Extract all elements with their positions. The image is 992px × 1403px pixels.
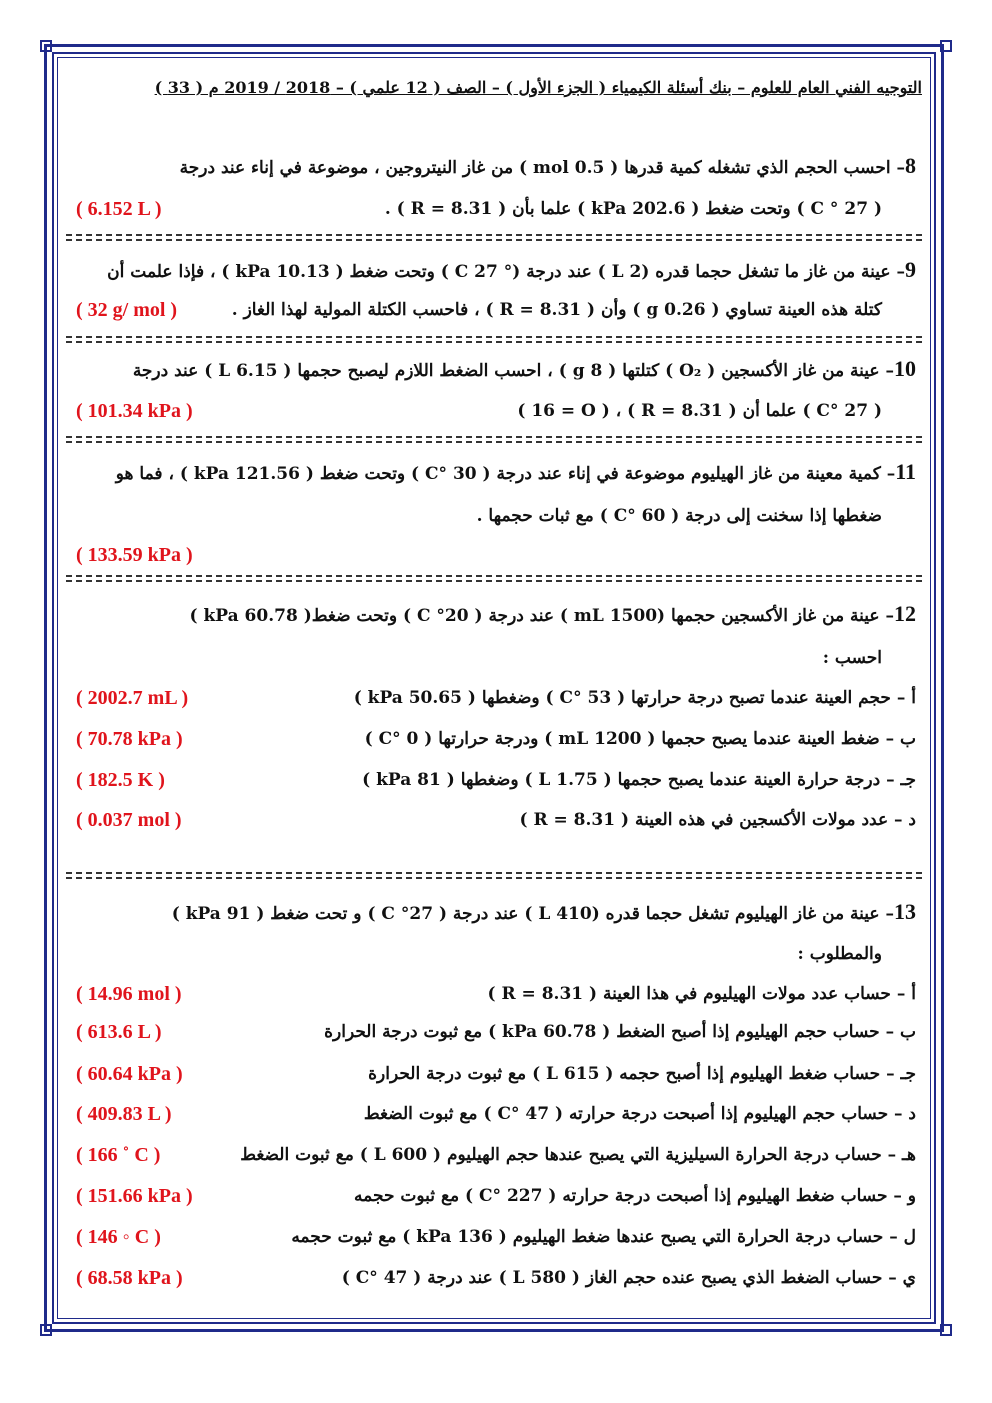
question-number: 8 <box>905 153 916 178</box>
q9-text2: كتلة هذه العينة تساوي ( 0.26 g ) وأن ( R = 8.31 ) ، فاحسب الكتلة المولية لهذا الغاز . <box>231 300 882 320</box>
corner-ornament <box>40 40 52 52</box>
separator <box>66 436 922 438</box>
q12-item-answer: ( 0.037 mol ) <box>76 809 182 831</box>
q13-text: – عينة من غاز الهيليوم تشغل حجما قدره (410 L ) عند درجة ( 27° C ) و تحت ضغط ( 91 kPa ) <box>171 904 894 924</box>
q12-item-answer: ( 182.5 K ) <box>76 769 165 791</box>
q10-answer: ( 101.34 kPa ) <box>76 400 193 422</box>
q13-item <box>72 1102 916 1128</box>
q11-line2 <box>72 504 916 530</box>
q13-item <box>72 1266 916 1292</box>
q13-line2 <box>72 942 916 968</box>
q13-item-text: أ – حساب عدد مولات الهيليوم في هذا العينة ( R = 8.31 ) <box>487 984 916 1004</box>
separator <box>66 575 922 577</box>
q13-text2: والمطلوب : <box>797 944 882 964</box>
q10-text: – عينة من غاز الأكسجين ( O₂ ) كتلتها ( 8 g ) ، احسب الضغط اللازم ليصبح حجمها ( 6.15 L ) عند درجة <box>132 361 894 381</box>
question-number: 10 <box>894 356 916 381</box>
q13-item-text: هـ – حساب درجة الحرارة السيليزية التي يصبح عندها حجم الهيليوم ( 600 L ) مع ثبوت الضغط <box>240 1145 916 1165</box>
corner-ornament <box>940 1324 952 1336</box>
q12-item <box>72 686 916 712</box>
q11-answer-line <box>72 543 916 569</box>
q12-item <box>72 768 916 794</box>
q13-item-text: د – حساب حجم الهيليوم إذا أصبحت درجة حرارته ( 47 °C ) مع ثبوت الضغط <box>363 1104 916 1124</box>
q13-item-answer: ( 146 ◦ C ) <box>76 1226 161 1248</box>
q13-item-answer: ( 14.96 mol ) <box>76 983 182 1005</box>
q13-item <box>72 982 916 1008</box>
q13-item-text: ي – حساب الضغط الذي يصبح عنده حجم الغاز ( 580 L ) عند درجة ( 47 °C ) <box>341 1268 916 1288</box>
question-number: 13 <box>894 899 916 924</box>
q13-item-answer: ( 166 ˚ C ) <box>76 1144 161 1166</box>
q13-item-text: ل – حساب درجة الحرارة التي يصبح عندها ضغط الهيليوم ( 136 kPa ) مع ثبوت حجمه <box>291 1227 916 1247</box>
q9-line1 <box>72 258 916 284</box>
q13-item-answer: ( 60.64 kPa ) <box>76 1063 183 1085</box>
separator <box>66 234 922 236</box>
separator <box>66 872 922 874</box>
q10-line2 <box>72 399 916 425</box>
q12-text2: احسب : <box>822 648 882 668</box>
page-header: التوجيه الفني العام للعلوم – بنك أسئلة الكيمياء ( الجزء الأول ) – الصف ( 12 علمي ) – 2018 / 2019 م ( 33 ) <box>154 78 922 97</box>
q13-item-text: و – حساب ضغط الهيليوم إذا أصبحت درجة حرارته ( 227 °C ) مع ثبوت حجمه <box>354 1186 916 1206</box>
q13-item <box>72 1062 916 1088</box>
q13-item <box>72 1184 916 1210</box>
q13-item <box>72 1225 916 1251</box>
q11-text: – كمية معينة من غاز الهيليوم موضوعة في إناء عند درجة ( 30 °C ) وتحت ضغط ( 121.56 kPa ) ، فما هو <box>115 464 896 484</box>
q11-answer: ( 133.59 kPa ) <box>76 544 193 566</box>
q9-answer: ( 32 g/ mol ) <box>76 299 178 321</box>
q8-text: – احسب الحجم الذي تشغله كمية قدرها ( 0.5 mol ) من غاز النيتروجين ، موضوعة في إناء عند درجة <box>179 158 905 178</box>
q12-item-answer: ( 70.78 kPa ) <box>76 728 183 750</box>
q10-line1 <box>72 357 916 383</box>
q12-item <box>72 727 916 753</box>
q12-item-text: د – عدد مولات الأكسجين في هذه العينة ( R = 8.31 ) <box>519 810 916 830</box>
q8-text2: ( 27 ° C ) وتحت ضغط ( 202.6 kPa ) علما بأن ( R = 8.31 ) . <box>384 199 882 219</box>
q12-line2 <box>72 646 916 672</box>
q12-line1 <box>72 602 916 628</box>
corner-ornament <box>940 40 952 52</box>
q13-item-answer: ( 68.58 kPa ) <box>76 1267 183 1289</box>
q13-item-answer: ( 409.83 L ) <box>76 1103 172 1125</box>
q12-item-text: جـ – درجة حرارة العينة عندما يصبح حجمها ( 1.75 L ) وضغطها ( 81 kPa ) <box>362 770 916 790</box>
q12-text: – عينة من غاز الأكسجين حجمها (1500 mL ) عند درجة ( 20° C ) وتحت ضغط( 60.78 kPa ) <box>189 606 894 626</box>
q13-item-text: جـ – حساب ضغط الهيليوم إذا أصبح حجمه ( 615 L ) مع ثبوت درجة الحرارة <box>368 1064 916 1084</box>
q9-line2 <box>72 298 916 324</box>
q13-item <box>72 1020 916 1046</box>
q12-item <box>72 808 916 834</box>
page-content <box>62 62 926 1312</box>
q12-item-text: أ – حجم العينة عندما تصبح درجة حرارتها ( 53 °C ) وضغطها ( 50.65 kPa ) <box>353 688 916 708</box>
q9-text: – عينة من غاز ما تشغل حجما قدره (2 L ) عند درجة (° 27 C ) وتحت ضغط ( 10.13 kPa ) ، فإذا علمت أن <box>107 262 905 282</box>
q10-text2: ( 27 °C ) علما أن ( R = 8.31 ) ، ( 16 = O ) <box>517 401 882 421</box>
question-number: 9 <box>905 257 916 282</box>
corner-ornament <box>40 1324 52 1336</box>
q8-line1 <box>72 154 916 180</box>
q13-item <box>72 1143 916 1169</box>
q13-item-answer: ( 151.66 kPa ) <box>76 1185 193 1207</box>
question-number: 12 <box>894 601 916 626</box>
q12-item-answer: ( 2002.7 mL ) <box>76 687 189 709</box>
q8-answer: ( 6.152 L ) <box>76 198 162 220</box>
q13-item-text: ب – حساب حجم الهيليوم إذا أصبح الضغط ( 60.78 kPa ) مع ثبوت درجة الحرارة <box>324 1022 916 1042</box>
q12-item-text: ب – ضغط العينة عندما يصبح حجمها ( 1200 mL ) ودرجة حرارتها ( 0 °C ) <box>364 729 916 749</box>
q11-line1 <box>72 460 916 486</box>
q13-item-answer: ( 613.6 L ) <box>76 1021 162 1043</box>
q13-line1 <box>72 900 916 926</box>
separator <box>66 336 922 338</box>
q11-text2: ضغطها إذا سخنت إلى درجة ( 60 °C ) مع ثبات حجمها . <box>476 506 882 526</box>
q8-line2 <box>72 197 916 223</box>
question-number: 11 <box>895 459 916 484</box>
